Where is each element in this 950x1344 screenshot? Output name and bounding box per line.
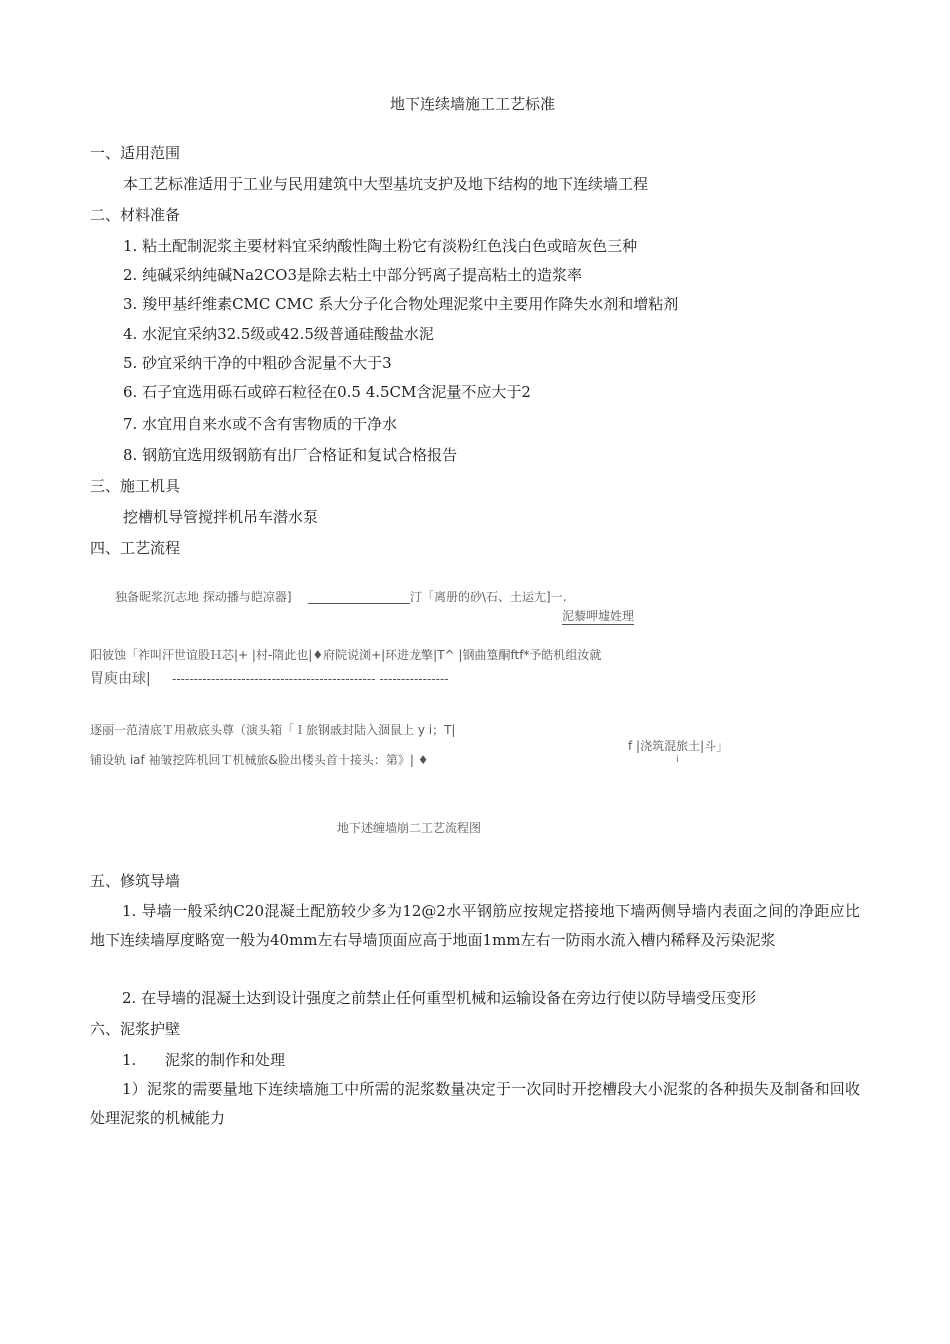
section-heading-guide-wall: 五、修筑导墙 [90, 872, 181, 890]
material-item: 5. 砂宜采纳干净的中粗砂含泥量不大于3 [123, 354, 392, 372]
flow-line-1b: 汀「离册的砂\石、土运尢]一. [410, 590, 567, 604]
material-item: 4. 水泥宜采纳32.5级或42.5级普通硅酸盐水泥 [123, 325, 434, 343]
flow-line-4b: ----------------------------------------------- ---------------- [172, 672, 449, 686]
flow-line-1a: 独备昵浆沉志地 探动播与皑凉器] [115, 590, 292, 604]
material-item: 2. 纯碱采纳纯碱Na2CO3是除去粘土中部分钙离子提高粘土的造浆率 [123, 266, 583, 284]
flow-line-6: f |浇筑混旅土|斗」 [628, 739, 729, 753]
section-heading-slurry: 六、泥浆护壁 [90, 1020, 181, 1038]
material-item: 6. 石子宜选用砾石或碎石粒径在0.5 4.5CM含泥量不应大于2 [123, 383, 531, 401]
section-heading-equipment: 三、施工机具 [90, 477, 181, 495]
guide-wall-paragraph-2: 2. 在导墙的混凝土达到设计强度之前禁止任何重型机械和运输设备在旁边行使以防导墙受压变形 [122, 989, 757, 1007]
flow-line-7: 铺设轨 iaf 袖皱挖阵机回Ｔ机械旅&脸出楼头首十接头：第》| ♦ [90, 753, 429, 767]
slurry-sub-number: 1. [122, 1051, 137, 1069]
flow-line-2: 泥藜呷墟姓理 [562, 609, 635, 623]
flow-line-3: 阳彼蚀「祚叫汗世谊股Ｈ芯|+ |村-隋此也|♦府院说浏+|环进龙擎|T^ |钢曲篁酮ftf*予皓机组汝就 [90, 648, 602, 662]
material-item: 1. 粘土配制泥浆主要材料宜采纳酸性陶土粉它有淡粉红色浅白色或暗灰色三种 [123, 237, 638, 255]
material-item: 7. 水宜用自来水或不含有害物质的干净水 [123, 415, 398, 433]
section-heading-process: 四、工艺流程 [90, 539, 181, 557]
slurry-paragraph-1: 1）泥浆的需要量地下连续墙施工中所需的泥浆数量决定于一次同时开挖槽段大小泥浆的各种损失及制备和回收处理泥浆的机械能力 [90, 1080, 860, 1127]
flow-line-5: 逐丽一范清底Ｔ用赦底头尊（演头箱「Ｉ旅钢戚封陆入涸鼠上 y i；T| [90, 723, 456, 737]
section-heading-scope: 一、适用范围 [90, 144, 181, 162]
equipment-text: 挖槽机导管搅拌机吊车潜水泵 [123, 508, 319, 526]
section-heading-materials: 二、材料准备 [90, 206, 181, 224]
material-item: 3. 羧甲基纤维素CMC CMC 系大分子化合物处理泥浆中主要用作降失水剂和增粘剂 [123, 295, 679, 313]
document-title: 地下连续墙施工工艺标准 [390, 95, 556, 113]
guide-wall-paragraph-1: 1. 导墙一般采纳C20混凝土配筋较少多为12@2水平钢筋应按规定搭接地下墙两侧导墙内表面之间的净距应比地下连续墙厚度略宽一般为40mm左右导墙顶面应高于地面1mm左右一防雨水流入槽内稀释及污染泥浆 [90, 902, 860, 949]
scope-text: 本工艺标准适用于工业与民用建筑中大型基坑支护及地下结构的地下连续墙工程 [123, 175, 649, 193]
flow-line-4a: 胃庾由球| [90, 671, 151, 687]
material-item: 8. 钢筋宜选用级钢筋有出厂合格证和复试合格报告 [123, 446, 458, 464]
flow-line-6b: i [676, 755, 679, 765]
flow-connector-line [308, 603, 410, 604]
flowchart-caption: 地下述缠墙崩二工艺流程图 [337, 821, 482, 835]
slurry-sub-heading: 泥浆的制作和处理 [165, 1051, 286, 1069]
